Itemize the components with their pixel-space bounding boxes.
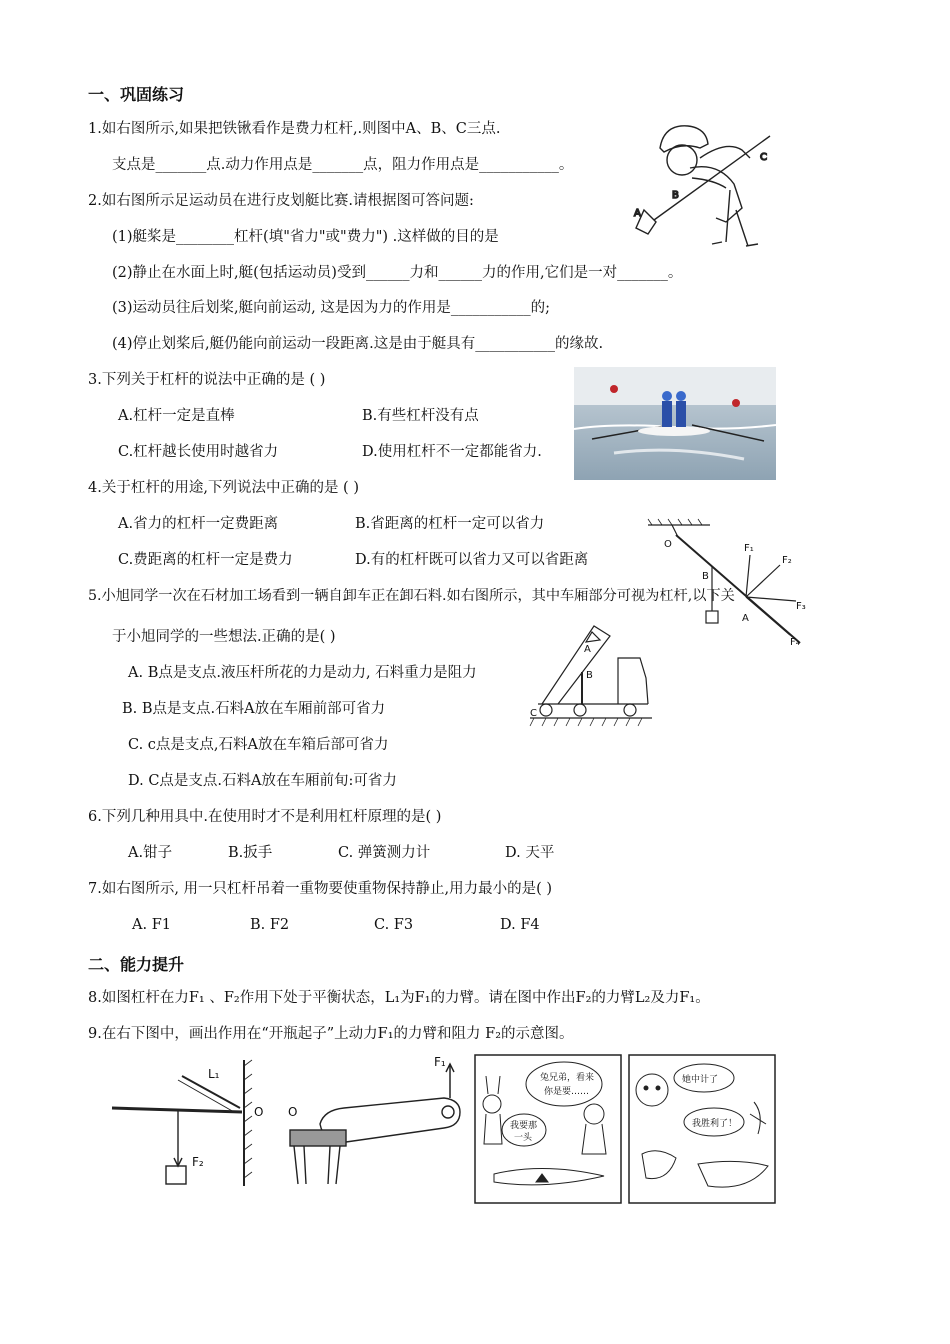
lever-force-figure (640, 515, 810, 653)
svg-text:O: O (664, 539, 672, 550)
svg-text:O: O (288, 1105, 298, 1119)
svg-text:F₁: F₁ (744, 543, 754, 554)
svg-text:我要那: 我要那 (510, 1121, 538, 1131)
question-6-option-c: C. 弹簧测力计 (338, 845, 431, 861)
question-5-stem-line-2: 于小旭同学的一些想法.正确的是( ) (112, 629, 336, 645)
question-6-option-a: A.钳子 (128, 845, 173, 861)
svg-text:L₁: L₁ (208, 1067, 220, 1081)
question-3-option-a: A.杠杆一定是直棒 (118, 408, 235, 424)
question-3-stem: 3.下列关于杠杆的说法中正确的是 ( ) (88, 372, 326, 388)
svg-text:C: C (760, 152, 767, 163)
svg-text:我胜利了！: 我胜利了！ (692, 1119, 738, 1129)
question-5-stem-line-1: 5.小旭同学一次在石材加工场看到一辆自卸车正在卸石料.如右图所示，其中车厢部分可视为杠杆,以下关 (88, 588, 735, 604)
question-7-option-d: D. F4 (500, 917, 540, 933)
question-4-option-b: B.省距离的杠杆一定可以省力 (355, 516, 545, 532)
question-4-option-d: D.有的杠杆既可以省力又可以省距离 (355, 552, 589, 568)
svg-text:F₂: F₂ (192, 1155, 204, 1169)
lever-wall-figure (104, 1056, 269, 1191)
question-5-option-b: B. B点是支点.石料A放在车厢前部可省力 (122, 701, 386, 717)
dump-truck-figure (528, 618, 653, 730)
question-5-option-a: A. B点是支点.液压杆所花的力是动力, 石料重力是阻力 (128, 665, 477, 681)
section-heading-1: 一、巩固练习 (88, 85, 185, 104)
comic-panel-right (628, 1054, 776, 1204)
question-2-part-3: (3)运动员往后划桨,艇向前运动, 这是因为力的作用是___________的; (112, 300, 550, 316)
svg-text:一头: 一头 (514, 1133, 533, 1143)
question-4-stem: 4.关于杠杆的用途,下列说法中正确的是 ( ) (88, 480, 359, 496)
svg-text:她中计了: 她中计了 (682, 1075, 719, 1085)
svg-text:O: O (254, 1105, 264, 1119)
question-7-stem: 7.如右图所示, 用一只杠杆吊着一重物要使重物保持静止,用力最小的是( ) (88, 881, 553, 897)
question-1-line-2: 支点是_______点.动力作用点是_______点，阻力作用点是___________。 (112, 157, 574, 173)
svg-text:B: B (702, 571, 709, 582)
question-6-stem: 6.下列几种用具中.在使用时才不是利用杠杆原理的是( ) (88, 809, 442, 825)
svg-text:A: A (634, 208, 641, 219)
svg-text:兔兄弟，看来: 兔兄弟，看来 (540, 1073, 595, 1083)
question-1-line-1: 1.如右图所示,如果把铁锹看作是费力杠杆,.则图中A、B、C三点. (88, 121, 501, 137)
svg-text:F₄: F₄ (790, 637, 800, 648)
question-2-part-4: (4)停止划桨后,艇仍能向前运动一段距离.这是由于艇具有___________的缘故. (112, 336, 604, 352)
shovel-worker-figure (630, 118, 775, 250)
comic-panel-left (474, 1054, 622, 1204)
svg-text:F₂: F₂ (782, 555, 792, 566)
question-8-stem: 8.如图杠杆在力F₁ 、F₂作用下处于平衡状态，L₁为F₁的力臂。请在图中作出F₂的力臂L₂及力F₁。 (88, 990, 710, 1006)
question-4-option-c: C.费距离的杠杆一定是费力 (118, 552, 293, 568)
svg-text:A: A (584, 644, 591, 655)
question-3-option-b: B.有些杠杆没有点 (362, 408, 479, 424)
rowing-photo (574, 367, 776, 480)
svg-text:F₃: F₃ (796, 601, 806, 612)
question-6-option-d: D. 天平 (505, 845, 555, 861)
question-3-option-c: C.杠杆越长使用时越省力 (118, 444, 279, 460)
question-2-part-1: (1)艇桨是________杠杆(填"省力"或"费力") .这样做的目的是 (112, 229, 499, 245)
question-5-option-c: C. c点是支点,石料A放在车箱后部可省力 (128, 737, 389, 753)
question-2-part-2: (2)静止在水面上时,艇(包括运动员)受到______力和______力的作用,它们是一对_______。 (112, 265, 683, 281)
section-heading-2: 二、能力提升 (88, 955, 185, 974)
question-7-option-c: C. F3 (374, 917, 414, 933)
bottle-opener-figure (284, 1054, 469, 1189)
question-2-stem: 2.如右图所示足运动员在进行皮划艇比赛.请根据图可答问题: (88, 193, 474, 209)
question-7-option-a: A. F1 (132, 917, 171, 933)
svg-text:F₁: F₁ (434, 1055, 446, 1069)
svg-text:C: C (530, 708, 537, 719)
question-5-option-d: D. C点是支点.石料A放在车厢前旬:可省力 (128, 773, 397, 789)
question-6-option-b: B.扳手 (228, 845, 273, 861)
svg-text:B: B (586, 670, 593, 681)
svg-text:A: A (742, 613, 749, 624)
svg-text:B: B (672, 190, 679, 201)
svg-text:你是要……: 你是要…… (544, 1087, 590, 1097)
question-7-option-b: B. F2 (250, 917, 290, 933)
question-3-option-d: D.使用杠杆不一定都能省力. (362, 444, 542, 460)
question-9-stem: 9.在右下图中，画出作用在“开瓶起子”上动力F₁的力臂和阻力 F₂的示意图。 (88, 1026, 574, 1042)
question-4-option-a: A.省力的杠杆一定费距离 (118, 516, 279, 532)
